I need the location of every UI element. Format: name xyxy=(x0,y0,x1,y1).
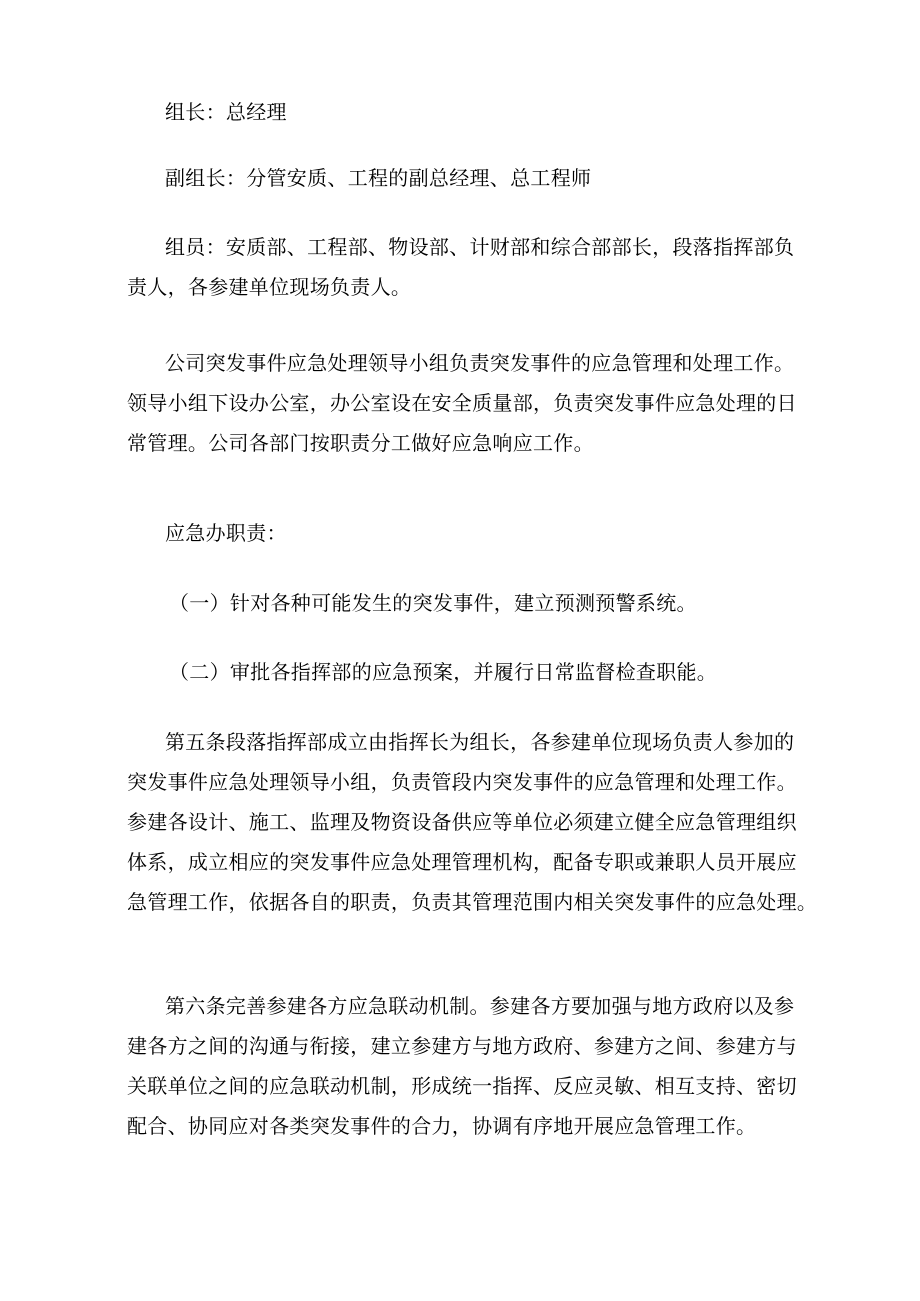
paragraph-duty-1 xyxy=(127,583,807,623)
text-line: 建各方之间的沟通与衔接，建立参建方与地方政府、参建方之间、参建方与 xyxy=(127,1034,797,1058)
paragraph-company-group xyxy=(127,343,807,463)
text-line: 组长：总经理 xyxy=(165,100,287,124)
text-line: 公司突发事件应急处理领导小组负责突发事件的应急管理和处理工作。 xyxy=(165,351,795,375)
text-line: 突发事件应急处理领导小组，负责管段内突发事件的应急管理和处理工作。 xyxy=(127,770,797,794)
text-line: （一）针对各种可能发生的突发事件，建立预测预警系统。 xyxy=(169,591,697,615)
text-line: 应急办职责： xyxy=(165,521,287,545)
paragraph-office-duties-heading xyxy=(127,513,807,553)
text-line: （二）审批各指挥部的应急预案，并履行日常监督检查职能。 xyxy=(169,660,718,684)
paragraph-team-leader xyxy=(127,92,807,132)
text-line: 参建各设计、施工、监理及物资设备供应等单位必须建立健全应急管理组织 xyxy=(127,810,797,834)
text-line: 组员：安质部、工程部、物设部、计财部和综合部部长，段落指挥部负 xyxy=(165,235,795,259)
text-line: 配合、协同应对各类突发事件的合力，协调有序地开展应急管理工作。 xyxy=(127,1114,757,1138)
text-line: 关联单位之间的应急联动机制，形成统一指挥、反应灵敏、相互支持、密切 xyxy=(127,1074,797,1098)
text-line: 第六条完善参建各方应急联动机制。参建各方要加强与地方政府以及参 xyxy=(165,994,795,1018)
text-line: 急管理工作，依据各自的职责，负责其管理范围内相关突发事件的应急处理。 xyxy=(127,890,818,914)
text-line: 体系，成立相应的突发事件应急处理管理机构，配备专职或兼职人员开展应 xyxy=(127,850,797,874)
paragraph-duty-2 xyxy=(127,652,807,692)
paragraph-deputy-leader xyxy=(127,158,807,198)
text-line: 领导小组下设办公室，办公室设在安全质量部，负责突发事件应急处理的日 xyxy=(127,391,797,415)
text-line: 副组长：分管安质、工程的副总经理、总工程师 xyxy=(165,166,592,190)
text-line: 常管理。公司各部门按职责分工做好应急响应工作。 xyxy=(127,431,594,455)
text-line: 责人，各参建单位现场负责人。 xyxy=(127,275,412,299)
paragraph-article-5 xyxy=(127,722,818,922)
paragraph-article-6 xyxy=(127,986,807,1146)
text-line: 第五条段落指挥部成立由指挥长为组长，各参建单位现场负责人参加的 xyxy=(165,730,795,754)
paragraph-members xyxy=(127,227,807,307)
